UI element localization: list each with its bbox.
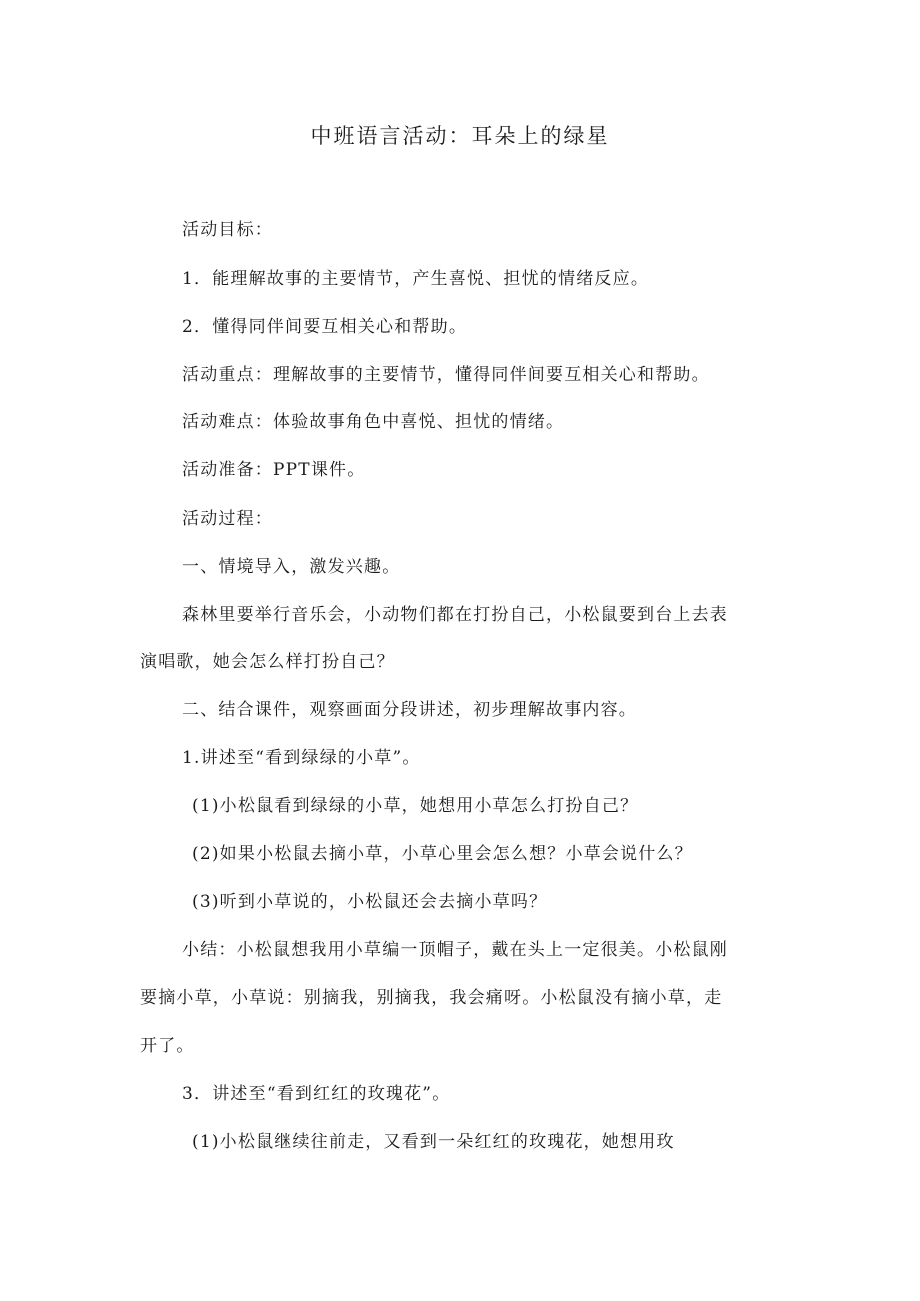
- question-item: (1)小松鼠继续往前走，又看到一朵红红的玫瑰花，她想用玫: [192, 1132, 675, 1152]
- question-item: (2)如果小松鼠去摘小草，小草心里会怎么想？小草会说什么？: [192, 844, 693, 864]
- document-title: 中班语言活动：耳朵上的绿星: [310, 124, 610, 148]
- key-points-line: 活动重点：理解故事的主要情节，懂得同伴间要互相关心和帮助。: [182, 365, 710, 385]
- sub-step-1-heading: 1.讲述至“看到绿绿的小草”。: [182, 748, 421, 768]
- summary-line: 要摘小草，小草说：别摘我，别摘我，我会痛呀。小松鼠没有摘小草，走: [140, 988, 723, 1008]
- process-heading: 活动过程：: [182, 509, 273, 529]
- question-item: (1)小松鼠看到绿绿的小草，她想用小草怎么打扮自己？: [192, 796, 639, 816]
- goal-item-2: 2．懂得同伴间要互相关心和帮助。: [182, 317, 468, 337]
- difficulty-line: 活动难点：体验故事角色中喜悦、担忧的情绪。: [182, 412, 565, 432]
- step-2-heading: 二、结合课件，观察画面分段讲述，初步理解故事内容。: [182, 700, 637, 720]
- section-goals-heading: 活动目标：: [182, 220, 273, 240]
- summary-line: 小结：小松鼠想我用小草编一顶帽子，戴在头上一定很美。小松鼠刚: [182, 940, 728, 960]
- step-1-heading: 一、情境导入，激发兴趣。: [182, 557, 401, 577]
- preparation-line: 活动准备：PPT课件。: [182, 460, 366, 480]
- sub-step-3-heading: 3．讲述至“看到红红的玫瑰花”。: [182, 1084, 451, 1104]
- question-item: (3)听到小草说的，小松鼠还会去摘小草吗？: [192, 892, 548, 912]
- summary-line: 开了。: [140, 1036, 195, 1056]
- paragraph-line: 演唱歌，她会怎么样打扮自己？: [140, 652, 395, 672]
- goal-item-1: 1．能理解故事的主要情节，产生喜悦、担忧的情绪反应。: [182, 269, 650, 289]
- paragraph-line: 森林里要举行音乐会，小动物们都在打扮自己，小松鼠要到台上去表: [182, 605, 728, 625]
